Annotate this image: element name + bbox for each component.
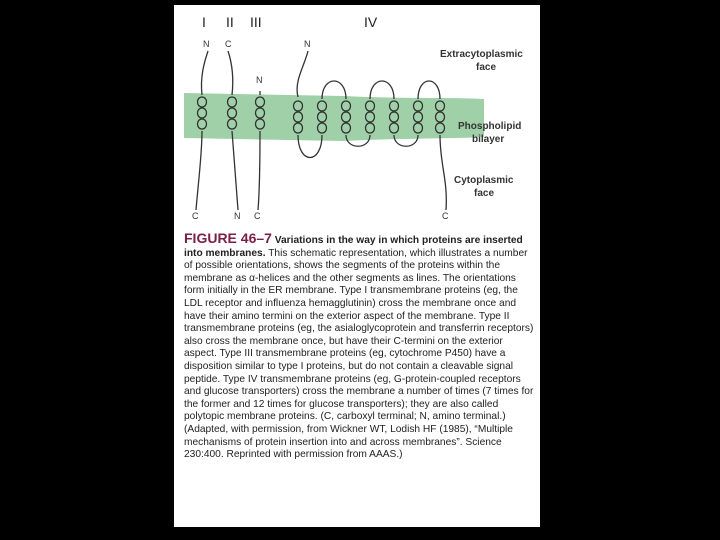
type-IV-chain: [297, 51, 308, 97]
type-II-c-terminal: C: [225, 39, 232, 49]
figure-caption-body: This schematic representation, which illustrates a number of possible orientations, shows the segments of the proteins within the membrane as α-helices and the other segments as lines. The orientations form initially in the ER membrane. Type I transmembrane proteins (eg, the LDL receptor and influenza hemagglutinin) cross the membrane once and have their amino termini on the exterior aspect of the membrane. Type II transmembrane proteins (eg, the asialoglycoprotein and transferrin receptors) also cross the membrane once, but have their C-termini on the exterior aspect. Type III transmembrane proteins (eg, cytochrome P450) have a disposition similar to type I proteins, but do not contain a cleavable signal peptide. Type IV transmembrane proteins (eg, G-protein-coupled receptors and glucose transporters) cross the membrane a number of times (7 times for the former and 12 times for glucose transporters); they are also called polytopic membrane proteins. (C, carboxyl terminal; N, amino terminal.) (Adapted, with permission, from Wickner WT, Lodish HF (1985), “Multiple mechanisms of protein insertion into and across membranes”. Science 230:400. Reprinted with permission from AAAS.): [184, 247, 534, 461]
figure-slide: [174, 5, 540, 527]
type-IV-n-terminal: N: [304, 39, 311, 49]
type-I-chain: [201, 51, 208, 95]
type-III-n-terminal: N: [256, 75, 263, 85]
extracytoplasmic-face-label-2: face: [476, 62, 497, 73]
cytoplasmic-face-label: Cytoplasmic: [454, 175, 514, 186]
type-III-c-terminal: C: [254, 211, 261, 221]
type-I-n-terminal: N: [203, 39, 210, 49]
type-II-label: II: [226, 14, 234, 30]
type-I-label: I: [202, 14, 206, 30]
type-II-chain: [228, 51, 233, 95]
figure-caption: [184, 232, 536, 462]
type-I-c-terminal: C: [192, 211, 199, 221]
membrane-protein-diagram: [174, 5, 540, 227]
type-IV-label: IV: [364, 14, 378, 30]
phospholipid-bilayer-label-2: bilayer: [472, 134, 505, 145]
figure-number: FIGURE 46–7: [184, 230, 272, 246]
type-II-n-terminal: N: [234, 211, 241, 221]
extracytoplasmic-face-label: Extracytoplasmic: [440, 49, 523, 60]
type-III-label: III: [250, 14, 262, 30]
type-IV-c-terminal: C: [442, 211, 449, 221]
cytoplasmic-face-label-2: face: [474, 188, 495, 199]
phospholipid-bilayer-label: Phospholipid: [458, 121, 522, 132]
figure-title: Variations in the way in which proteins are inserted into membranes.: [184, 235, 523, 259]
